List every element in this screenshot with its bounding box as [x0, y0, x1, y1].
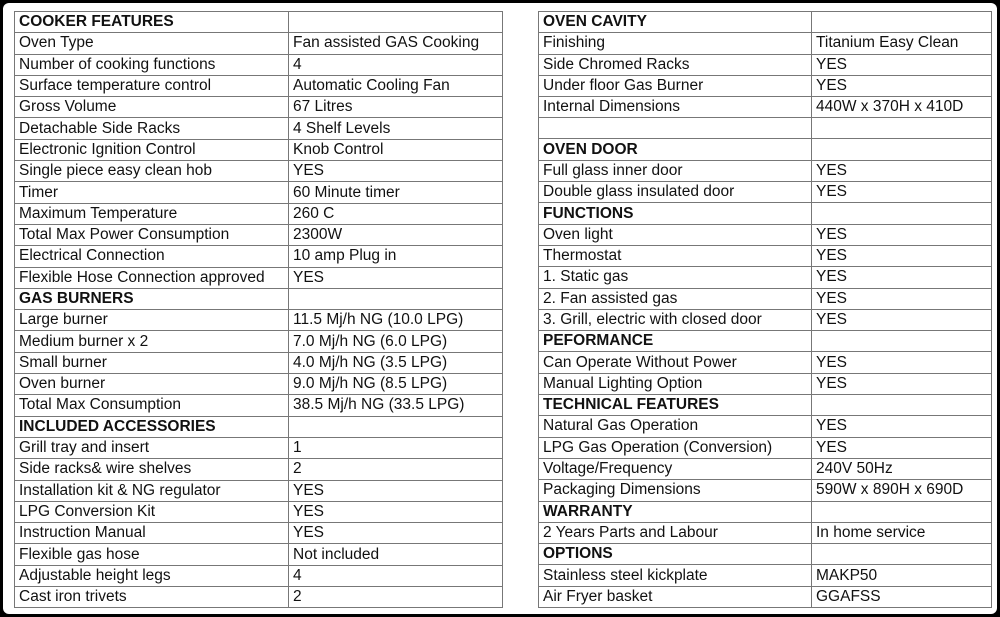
spec-label: Large burner	[15, 310, 289, 331]
table-row	[539, 97, 992, 118]
section-title-cooker-features: COOKER FEATURES	[15, 12, 289, 33]
spec-value: 67 Litres	[289, 97, 503, 118]
spec-value: Not included	[289, 544, 503, 565]
spec-label: Installation kit & NG regulator	[15, 480, 289, 501]
section-title-oven-cavity: OVEN CAVITY	[539, 12, 812, 33]
spec-value: YES	[812, 309, 992, 330]
table-row	[15, 161, 503, 182]
spec-value	[289, 288, 503, 309]
spec-value: YES	[812, 54, 992, 75]
spec-label: 2 Years Parts and Labour	[539, 522, 812, 543]
spec-value: YES	[812, 224, 992, 245]
spec-value: 4 Shelf Levels	[289, 118, 503, 139]
section-header-row	[539, 331, 992, 352]
section-title-gas-burners: GAS BURNERS	[15, 288, 289, 309]
spec-label: Cast iron trivets	[15, 587, 289, 608]
section-header-row	[539, 203, 992, 224]
section-header-row	[539, 12, 992, 33]
spec-value: 7.0 Mj/h NG (6.0 LPG)	[289, 331, 503, 352]
spec-value	[812, 395, 992, 416]
spec-label: Total Max Consumption	[15, 395, 289, 416]
section-title-technical-features: TECHNICAL FEATURES	[539, 395, 812, 416]
section-header-row	[15, 288, 503, 309]
spec-label: Adjustable height legs	[15, 565, 289, 586]
section-title-oven-door: OVEN DOOR	[539, 139, 812, 160]
spec-label: Internal Dimensions	[539, 97, 812, 118]
spec-label: Number of cooking functions	[15, 54, 289, 75]
spec-label: Medium burner x 2	[15, 331, 289, 352]
spec-label: Stainless steel kickplate	[539, 565, 812, 586]
table-row	[15, 331, 503, 352]
spec-label: Instruction Manual	[15, 523, 289, 544]
table-row	[539, 182, 992, 203]
spec-label: Small burner	[15, 352, 289, 373]
spec-value: 10 amp Plug in	[289, 246, 503, 267]
table-row	[15, 352, 503, 373]
spec-value: MAKP50	[812, 565, 992, 586]
spec-label: Air Fryer basket	[539, 586, 812, 607]
spec-value: Fan assisted GAS Cooking	[289, 33, 503, 54]
section-header-row	[539, 501, 992, 522]
spec-value: YES	[289, 161, 503, 182]
section-title-functions: FUNCTIONS	[539, 203, 812, 224]
spec-label: Oven Type	[15, 33, 289, 54]
spec-label	[539, 118, 812, 139]
spec-value: 440W x 370H x 410D	[812, 97, 992, 118]
table-row	[15, 587, 503, 608]
section-title-options: OPTIONS	[539, 544, 812, 565]
spec-value: YES	[289, 523, 503, 544]
spec-value: YES	[812, 160, 992, 181]
spec-label: LPG Conversion Kit	[15, 501, 289, 522]
spec-value: YES	[289, 480, 503, 501]
table-row	[539, 586, 992, 607]
spec-value: 2	[289, 459, 503, 480]
spec-label: Packaging Dimensions	[539, 480, 812, 501]
spec-value	[812, 331, 992, 352]
table-row	[15, 203, 503, 224]
spec-label: Electronic Ignition Control	[15, 139, 289, 160]
table-row	[539, 352, 992, 373]
table-row	[15, 437, 503, 458]
spec-value: YES	[812, 245, 992, 266]
table-row	[15, 501, 503, 522]
table-row	[539, 224, 992, 245]
spec-value: 9.0 Mj/h NG (8.5 LPG)	[289, 374, 503, 395]
table-row	[539, 54, 992, 75]
spec-label: Oven light	[539, 224, 812, 245]
spec-value: YES	[812, 182, 992, 203]
spec-value: 590W x 890H x 690D	[812, 480, 992, 501]
spec-label: Voltage/Frequency	[539, 458, 812, 479]
spec-value: YES	[812, 75, 992, 96]
table-row	[15, 480, 503, 501]
table-row	[539, 33, 992, 54]
spec-label: Double glass insulated door	[539, 182, 812, 203]
spec-value	[812, 12, 992, 33]
spec-label: 1. Static gas	[539, 267, 812, 288]
table-row	[539, 480, 992, 501]
table-row	[539, 75, 992, 96]
table-row	[15, 523, 503, 544]
table-row	[15, 565, 503, 586]
spec-label: Side Chromed Racks	[539, 54, 812, 75]
spec-label: LPG Gas Operation (Conversion)	[539, 437, 812, 458]
table-row	[15, 459, 503, 480]
spec-value	[812, 203, 992, 224]
spec-value: 2300W	[289, 224, 503, 245]
section-title-peformance: PEFORMANCE	[539, 331, 812, 352]
table-row	[15, 33, 503, 54]
section-header-row	[15, 12, 503, 33]
spec-value: Titanium Easy Clean	[812, 33, 992, 54]
section-title-warranty: WARRANTY	[539, 501, 812, 522]
table-row	[15, 182, 503, 203]
spec-value: In home service	[812, 522, 992, 543]
spec-label: Electrical Connection	[15, 246, 289, 267]
spec-value: Knob Control	[289, 139, 503, 160]
spec-value	[812, 139, 992, 160]
oven-spec-table	[538, 11, 992, 608]
table-row	[15, 395, 503, 416]
table-row	[539, 160, 992, 181]
table-row	[15, 139, 503, 160]
spec-label: Finishing	[539, 33, 812, 54]
spec-label: Flexible Hose Connection approved	[15, 267, 289, 288]
spec-label: Maximum Temperature	[15, 203, 289, 224]
spec-label: Oven burner	[15, 374, 289, 395]
spec-value: YES	[812, 352, 992, 373]
spec-value	[812, 501, 992, 522]
spec-label: Timer	[15, 182, 289, 203]
spec-value: 4	[289, 565, 503, 586]
spec-label: Natural Gas Operation	[539, 416, 812, 437]
spec-value: 2	[289, 587, 503, 608]
table-row	[15, 118, 503, 139]
spec-label: 3. Grill, electric with closed door	[539, 309, 812, 330]
spec-label: 2. Fan assisted gas	[539, 288, 812, 309]
cooker-spec-table	[14, 11, 503, 608]
spec-label: Thermostat	[539, 245, 812, 266]
spec-label: Single piece easy clean hob	[15, 161, 289, 182]
spec-label: Total Max Power Consumption	[15, 224, 289, 245]
spec-value: GGAFSS	[812, 586, 992, 607]
spacer-row	[539, 118, 992, 139]
spec-value	[812, 544, 992, 565]
spec-label: Flexible gas hose	[15, 544, 289, 565]
table-row	[539, 458, 992, 479]
spec-value: 38.5 Mj/h NG (33.5 LPG)	[289, 395, 503, 416]
spec-value: 4.0 Mj/h NG (3.5 LPG)	[289, 352, 503, 373]
spec-label: Surface temperature control	[15, 75, 289, 96]
table-row	[539, 437, 992, 458]
spec-value: 60 Minute timer	[289, 182, 503, 203]
spec-label: Gross Volume	[15, 97, 289, 118]
table-row	[15, 75, 503, 96]
spec-value: 1	[289, 437, 503, 458]
table-row	[15, 224, 503, 245]
spec-value: 11.5 Mj/h NG (10.0 LPG)	[289, 310, 503, 331]
spec-value: YES	[289, 501, 503, 522]
spec-label: Can Operate Without Power	[539, 352, 812, 373]
section-title-included-accessories: INCLUDED ACCESSORIES	[15, 416, 289, 437]
spec-value	[289, 12, 503, 33]
table-row	[539, 416, 992, 437]
table-row	[539, 288, 992, 309]
spec-value: YES	[812, 437, 992, 458]
spec-value: 4	[289, 54, 503, 75]
spec-label: Under floor Gas Burner	[539, 75, 812, 96]
section-header-row	[539, 395, 992, 416]
spec-sheet	[3, 3, 997, 614]
spec-value: YES	[812, 416, 992, 437]
table-row	[15, 97, 503, 118]
spec-value	[812, 118, 992, 139]
spec-value: YES	[812, 267, 992, 288]
table-row	[539, 309, 992, 330]
table-row	[15, 246, 503, 267]
spec-label: Detachable Side Racks	[15, 118, 289, 139]
table-row	[539, 245, 992, 266]
section-header-row	[539, 139, 992, 160]
spec-value: YES	[812, 373, 992, 394]
table-row	[539, 565, 992, 586]
spec-label: Manual Lighting Option	[539, 373, 812, 394]
spec-value	[289, 416, 503, 437]
table-row	[15, 544, 503, 565]
table-row	[539, 522, 992, 543]
table-row	[15, 310, 503, 331]
spec-value: YES	[289, 267, 503, 288]
section-header-row	[539, 544, 992, 565]
spec-value: YES	[812, 288, 992, 309]
table-row	[15, 374, 503, 395]
spec-label: Side racks& wire shelves	[15, 459, 289, 480]
spec-value: 240V 50Hz	[812, 458, 992, 479]
table-row	[539, 267, 992, 288]
table-row	[15, 267, 503, 288]
spec-label: Grill tray and insert	[15, 437, 289, 458]
spec-label: Full glass inner door	[539, 160, 812, 181]
spec-value: 260 C	[289, 203, 503, 224]
section-header-row	[15, 416, 503, 437]
table-row	[15, 54, 503, 75]
table-row	[539, 373, 992, 394]
spec-value: Automatic Cooling Fan	[289, 75, 503, 96]
